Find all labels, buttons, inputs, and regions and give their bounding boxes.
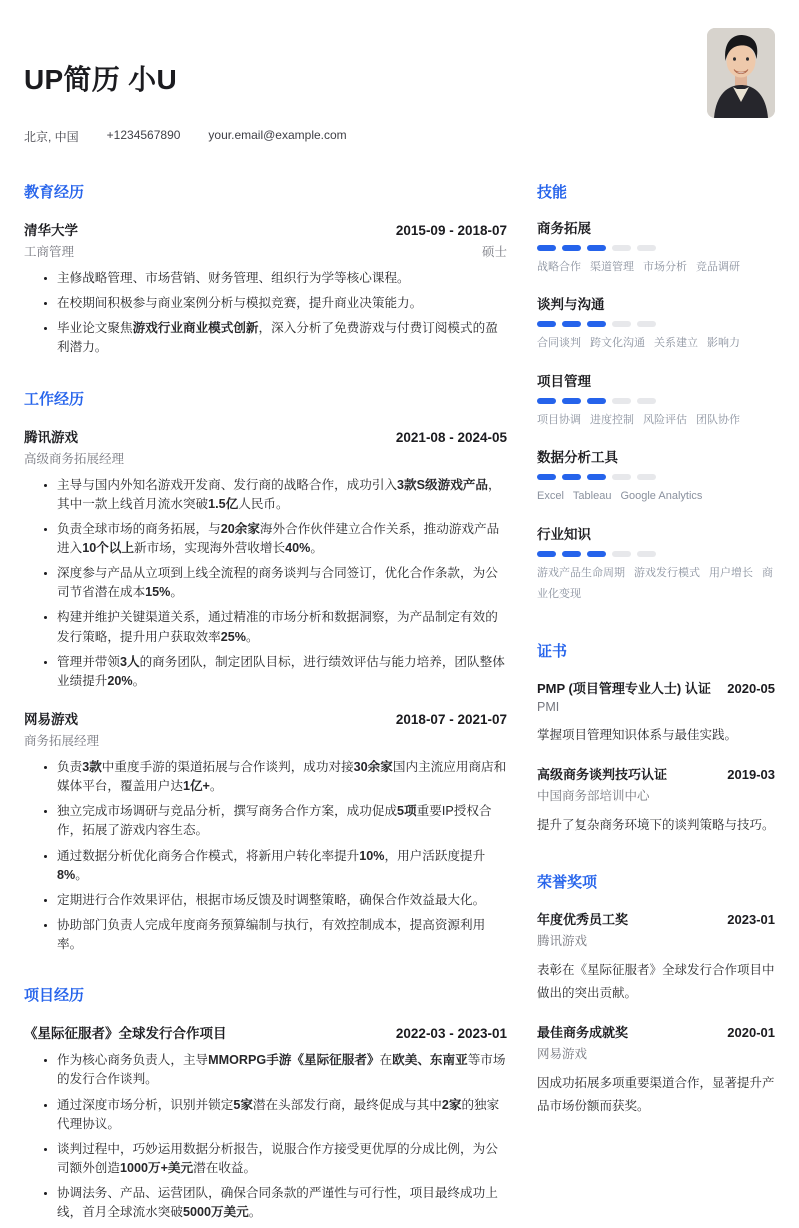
skill-pill [587,551,606,557]
degree-label: 硕士 [481,245,507,259]
entry-dates: 2015-09 - 2018-07 [395,223,507,238]
right-column [537,151,775,1118]
certificate-name: 高级商务谈判技巧认证 [537,766,668,782]
company-name: 腾讯游戏 [24,429,78,445]
skill-tag: 跨文化沟通 [590,337,645,350]
skill-level-bar [537,245,775,251]
skill-pill [537,551,556,557]
skill-tags [537,410,775,431]
skill-tag: Tableau [572,490,612,503]
company-name: 网易游戏 [24,711,78,727]
bullet-item: • 作为核心商务负责人，主导MMORPG手游《星际征服者》在欧美、东南亚等市场的发行合作谈判。 [57,1051,507,1089]
skill-name: 数据分析工具 [537,450,618,466]
certificate-title-row [537,678,775,697]
award-title-row [537,909,775,928]
skill-pill [587,474,606,480]
bullet-item: • 定期进行合作效果评估，根据市场反馈及时调整策略，确保合作效益最大化。 [57,891,507,910]
certificate-date: 2019-03 [727,766,775,782]
resume-columns [24,151,775,1228]
bullet-item: • 独立完成市场调研与竞品分析，撰写商务合作方案，成功促成5项重要IP授权合作，拓展了游戏内容生态。 [57,802,507,840]
skill-pill [587,398,606,404]
skill-item [537,293,775,354]
section-projects [24,984,507,1222]
bullet-item: • 深度参与产品从立项到上线全流程的商务谈判与合同签订，优化合作条款，为公司节省潜在成本15%。 [57,564,507,602]
skill-item [537,370,775,431]
skill-item [537,523,775,606]
work-heading: 工作经历 [24,390,85,408]
award-title-row [537,1022,775,1041]
work-entry [24,426,507,691]
contact-phone: +1234567890 [106,128,181,142]
bullet-list [24,476,507,691]
certificate-entry [537,764,775,837]
bullet-item: • 在校期间积极参与商业案例分析与模拟竞赛，提升商业决策能力。 [57,294,507,313]
major-label: 工商管理 [24,245,75,259]
skill-pill [637,474,656,480]
skill-tag: 渠道管理 [590,261,634,273]
contact-email: your.email@example.com [208,128,347,142]
skill-pill [637,398,656,404]
bullet-item: • 通过深度市场分析，识别并锁定5家潜在头部发行商，最终促成与其中2家的独家代理协议。 [57,1096,507,1134]
entry-title-row [24,426,507,446]
bullet-item: • 主修战略管理、市场营销、财务管理、组织行为学等核心课程。 [57,269,507,288]
award-description: 表彰在《星际征服者》全球发行合作项目中做出的突出贡献。 [537,962,775,1000]
entry-subtitle-row [24,731,507,749]
award-date: 2023-01 [727,911,775,927]
certificate-date: 2020-05 [727,680,775,696]
entry-dates: 2022-03 - 2023-01 [395,1026,507,1042]
award-issuer: 腾讯游戏 [537,933,588,948]
skill-tag: 游戏产品生命周期 [537,566,625,579]
skill-tags [537,563,775,606]
awards-heading: 荣誉奖项 [537,873,598,891]
skill-pill [562,551,581,557]
entry-dates: 2018-07 - 2021-07 [395,711,507,727]
skill-pill [612,474,631,480]
award-entry [537,909,775,1005]
bullet-item: • 主导与国内外知名游戏开发商、发行商的战略合作，成功引入3款S级游戏产品，其中一款上线首月流水突破1.5亿人民币。 [57,476,507,514]
section-skills [537,181,775,606]
entry-dates: 2021-08 - 2024-05 [395,429,507,445]
skill-name: 项目管理 [537,373,591,389]
section-work [24,388,507,955]
skill-level-bar [537,474,775,480]
skill-tag: 竞品调研 [696,261,740,273]
contact-row [24,128,775,145]
bullet-item: • 构建并维护关键渠道关系，通过精准的市场分析和数据洞察，为产品制定有效的发行策略，提升用户获取效率25%。 [57,608,507,646]
bullet-item: • 毕业论文聚焦游戏行业商业模式创新，深入分析了免费游戏与付费订阅模式的盈利潜力。 [57,319,507,357]
skill-name: 行业知识 [537,526,591,542]
skill-tag: 商业化变现 [537,566,773,601]
skill-tag: 影响力 [707,337,740,350]
skill-pill [562,245,581,251]
work-entry [24,708,507,954]
skill-level-bar [537,398,775,404]
bullet-item: • 协助部门负责人完成年度商务预算编制与执行，有效控制成本，提高资源利用率。 [57,916,507,954]
bullet-list [24,269,507,358]
role-label: 高级商务拓展经理 [24,451,125,466]
skill-tag: Excel [537,490,564,503]
skill-tags [537,257,775,278]
bullet-item: • 负责全球市场的商务拓展，与20余家海外合作伙伴建立合作关系，推动游戏产品进入10个以上新市场，实现海外营收增长40%。 [57,520,507,558]
bullet-item: • 通过数据分析优化商务合作模式，将新用户转化率提升10%，用户活跃度提升8%。 [57,847,507,885]
projects-heading: 项目经历 [24,987,85,1005]
certificate-description: 提升了复杂商务环境下的谈判策略与技巧。 [537,817,775,832]
skill-pill [587,245,606,251]
skill-name: 谈判与沟通 [537,297,605,313]
bullet-item: • 管理并带领3人的商务团队，制定团队目标，进行绩效评估与能力培养，团队整体业绩提升20%。 [57,653,507,691]
section-certificates [537,640,775,837]
certificate-entry [537,678,775,747]
skill-pill [612,321,631,327]
certificate-title-row [537,764,775,783]
section-education [24,181,507,358]
skill-pill [612,551,631,557]
skill-pill [587,321,606,327]
entry-title-row [24,1022,507,1042]
entry-title-row [24,708,507,728]
section-awards [537,871,775,1119]
skill-pill [537,321,556,327]
skill-tag: 进度控制 [590,413,634,426]
skill-tags [537,486,775,507]
left-column [24,151,507,1228]
project-name: 《星际征服者》全球发行合作项目 [24,1026,227,1042]
skill-pill [537,398,556,404]
bullet-item: • 负责3款中重度手游的渠道拓展与合作谈判，成功对接30余家国内主流应用商店和媒体平台，覆盖用户达1亿+。 [57,758,507,796]
award-entry [537,1022,775,1118]
bullet-item: • 协调法务、产品、运营团队，确保合同条款的严谨性与可行性，项目最终成功上线，首月全球流水突破5000万美元。 [57,1184,507,1222]
skill-tag: Google Analytics [620,490,703,503]
skill-pill [637,245,656,251]
education-entry [24,219,507,358]
award-issuer: 网易游戏 [537,1047,588,1062]
entry-title-row [24,219,507,239]
skill-tags [537,333,775,354]
skill-tag: 游戏发行模式 [634,566,700,579]
bullet-item: • 谈判过程中，巧妙运用数据分析报告，说服合作方接受更优厚的分成比例，为公司额外创造1000万+美元潜在收益。 [57,1140,507,1178]
bullet-list [24,758,507,954]
candidate-name: UP简历 小U [24,64,177,95]
portrait-illustration [707,28,775,118]
certificate-description: 掌握项目管理知识体系与最佳实践。 [537,727,738,742]
skill-tag: 用户增长 [709,566,753,579]
contact-location: 北京, 中国 [24,130,79,144]
skill-pill [537,245,556,251]
entry-subtitle-row [24,449,507,467]
skill-tag: 合同谈判 [537,337,581,350]
skill-pill [562,321,581,327]
award-name: 年度优秀员工奖 [537,911,629,927]
role-label: 商务拓展经理 [24,733,100,748]
award-name: 最佳商务成就奖 [537,1025,629,1041]
skill-pill [612,245,631,251]
skill-tag: 项目协调 [537,413,581,426]
entry-subtitle-row [24,242,507,260]
skill-tag: 风险评估 [643,413,687,426]
skill-level-bar [537,321,775,327]
certificate-issuer: PMI [537,699,560,714]
skill-tag: 战略合作 [537,261,581,273]
project-entry [24,1022,507,1222]
school-name: 清华大学 [24,223,78,238]
skill-pill [562,398,581,404]
skill-name: 商务拓展 [537,221,591,236]
skill-tag: 关系建立 [654,337,698,350]
award-description: 因成功拓展多项重要渠道合作，显著提升产品市场份额而获奖。 [537,1076,775,1114]
award-date: 2020-01 [727,1025,775,1041]
skill-pill [637,321,656,327]
certificates-heading: 证书 [537,642,568,660]
skill-tag: 团队协作 [696,413,740,426]
education-heading: 教育经历 [24,184,85,201]
skill-pill [612,398,631,404]
skill-tag: 市场分析 [643,261,687,273]
skills-heading: 技能 [537,184,568,201]
skill-item [537,217,775,278]
certificate-name: PMP (项目管理专业人士) 认证 [537,680,711,696]
skill-level-bar [537,551,775,557]
skill-pill [637,551,656,557]
skill-pill [562,474,581,480]
skill-item [537,446,775,507]
skill-pill [537,474,556,480]
certificate-issuer: 中国商务部培训中心 [537,788,650,803]
profile-photo [707,28,775,118]
bullet-list [24,1051,507,1222]
